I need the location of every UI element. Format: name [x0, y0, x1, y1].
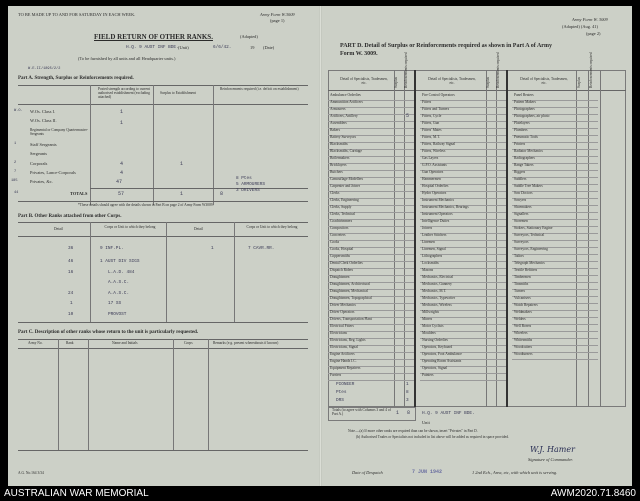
specialist-item: Draughtsmen, Topographical — [330, 296, 372, 300]
specialist-item: Storemen — [514, 219, 528, 223]
part-d-sub-header: Surplus — [394, 77, 398, 88]
specialist-item: Fitters and Turners — [422, 107, 450, 111]
specialist-item: Operating Room Assistants — [422, 359, 462, 363]
specialist-item: Weldmakers — [514, 310, 532, 314]
specialist-item: Whitesmiths — [514, 338, 533, 342]
part-d-sub-header: Surplus — [577, 77, 581, 88]
specialist-item: Cooks, Hospital — [330, 247, 354, 251]
specialist-item: Compositors — [330, 226, 349, 230]
specialist-item: Operators, Signal — [422, 366, 448, 370]
row-rule — [420, 317, 506, 318]
top-note: TO BE MADE UP TO AND FOR SATURDAY IN EACH WEEK. — [18, 12, 136, 17]
adapted-note: (Adapted) (Aug. 41) — [562, 24, 598, 29]
totals-label: Totals (to agree with Columns 3 and 4 of Part A.) — [332, 408, 391, 416]
part-c-header: Name and Initials — [112, 341, 138, 345]
specialist-item: Pneumatic Tools — [514, 135, 538, 139]
furnished-note: (To be furnished by all units and all Headquarter units.) — [78, 56, 176, 61]
specialist-item: Dental Clerk Orderlies — [330, 261, 363, 265]
part-b-title: Part B. Other Ranks attached from other Corps. — [18, 214, 122, 219]
form-number: Army Form W. 3009 — [572, 17, 608, 22]
print-code: A.G. No.164 3/34 — [18, 471, 44, 475]
specialist-item: Dispatch Riders — [330, 268, 354, 272]
specialist-item: Farriers — [330, 373, 342, 377]
footer-institution: AUSTRALIAN WAR MEMORIAL — [4, 488, 149, 499]
totals-surplus: 1 — [396, 410, 400, 416]
specialist-item: Tinsmiths — [514, 282, 529, 286]
part-b-header: Detail — [54, 227, 63, 231]
row-rule — [420, 100, 506, 101]
part-c-title: Part C. Description of other ranks whose return to the unit is particularly requested. — [18, 330, 199, 335]
specialist-item: Clerks, Engineering — [330, 198, 359, 202]
specialist-item: Camouflage Modellers — [330, 177, 364, 181]
row-rule — [420, 226, 506, 227]
reinf-note: 5 ARMOURERS — [236, 182, 265, 187]
ref-code: W.E.II/1895/2/2 — [28, 67, 61, 71]
part-d-sub-header: Reinforcements required — [496, 52, 500, 88]
specialist-item: Instrument Operators — [422, 212, 453, 216]
specialist-item: Linemen — [422, 240, 435, 244]
specialist-item: Electricians, Reg. Lights — [330, 338, 366, 342]
part-a-header-reinf: Reinforcements required (i.e. deficit on establishment) — [220, 87, 299, 91]
row-rule — [512, 359, 598, 360]
specialist-item: Linemen, Signal — [422, 247, 446, 251]
specialist-item: Joiners — [422, 226, 433, 230]
specialist-item: Engine Hands I.C. — [330, 359, 357, 363]
specialist-item: Equipment Repairers — [330, 366, 361, 370]
specialist-item: Mechanics, M.T. — [422, 289, 447, 293]
form-page: (page 1) — [270, 18, 285, 23]
specialist-item: Driver Operators — [330, 310, 355, 314]
unit-value: H.Q. 9 AUST INF BDE. — [126, 45, 179, 50]
specialist-item: Blacksmiths — [330, 142, 348, 146]
part-b-header: Detail — [194, 227, 203, 231]
specialist-item: Intelligence Duties — [422, 219, 450, 223]
specialist-item: Carpenter and Joiner — [330, 184, 360, 188]
right-page: Army Form W. 3009 (Adapted) (Aug. 41) (page 2) PART D. Detail of Surplus or Reinforcements required as shown in Part A of Army Form W. 3009. Detail of Specialists, Tradesmen, etc. Detail of Specialists, Tradesmen, etc. Detail of Specialists, Tradesmen, etc. Surplus Reinforcements required Surplus Reinforcements required Surplus Reinforcements required Ambulance Orderlies Ammunition Artificers Armourers Artificers, Artillery Assemblers Bakers Battery Surveyors Blacksmiths Blacksmiths, Carriage Boilermakers Bricklayers Butchers Camouflage Modellers Carpenter and Joiner Clerks Clerks, Engineering Clerks, Supply Clerks, Technical Coachtrimmers Compositors Concreters Cooks Cooks, Hospital Coppersmiths Dental Clerk Orderlies Dispatch Riders Draughtsmen Draughtsmen, Architectural Draughtsmen, Mechanical Draughtsmen, Topographical Driver Mechanics Driver Operators Drivers, Transportation Plant Electrical Fitters Electricians Electricians, Reg. Lights Electricians, Signal Engine Artificers Engine Hands I.C. Equipment Repairers Farriers Fire Control Operators Fitters Fitters and Turners Fitters, Cycle Fitters, Gun Fitters' Mates Fitters, M.T. Fitters, Railway Signal Fitters, Wireless Gas Layers G.P.O. Assistants Gun Operators Hammermen Hospital Orderlies Hydro Operators Instrument Mechanics Instrument Mechanics, Bearings Instrument Operators Intelligence Duties Joiners Leather Stitchers Linemen Linemen, Signal Lithographers Locksmiths Masons Mechanics, Electrical Mechanics, Gunnery Mechanics, M.T. Mechanics, Typewriter Mechanics, Wireless Millwrights Miners Motor Cyclists Moulders Nursing Orderlies Operators, Keyboard Operators, Foot Ambulance Operating Room Assistants Operators, Signal Painters Panel Beaters Pattern Makers Photographers Photographers, air photo Platelayers Plumbers Pneumatic Tools Printers Radiator Mechanics Radiographers Range Takers Riggers Saddlers Saddle Tree Makers Saw Doctors Sawyers Shoemakers Signallers Storemen Stokers, Stationary Engine Surveyors, Technical Surveyors Surveyors, Engineering Tailors Telegraph Mechanics Textile Refitters Timbermen Tinsmiths Turners Vulcanisers Watch Repairers Weldmakers Welders Well Borers Wheelers Whitesmiths Woodcutters Woodturners 5 PIONEER 1 Ptes 8 DRS 3 Totals (to agree with Columns 3 and 4 of Part A.) 1 8 H.Q. 9 AUST INF BDE. Unit Note.—(a) If more other ranks are required than can be shown, insert "Privates" in Part D. (b) Authorised Trades or Specialists not included in list above will be added as required in space provided. W.J. Hamer Signature of Commander. Date of Despatch 7 JUN 1942 1 2nd Ech., Area, etc, with which unit is serving. — [322, 6, 632, 486]
specialist-item: Leather Stitchers — [422, 233, 447, 237]
page-title: FIELD RETURN OF OTHER RANKS. — [94, 33, 213, 41]
left-page: TO BE MADE UP TO AND FOR SATURDAY IN EACH WEEK. Army Form W.3009 (page 1) FIELD RETURN OF OTHER RANKS. (Adapted) H.Q. 9 AUST INF BDE. (Unit) 6/6/42. 19 (Date) (To be furnished by all units and all Headquarter units.) W.E.II/1895/2/2 Part A. Strength, Surplus or Reinforcements required. Posted strength according to current authorised establishment (excluding attached) Surplus to Establishment Reinforcements required (i.e. deficit on establishment) W.O. W.Os. Class I. 1 W.Os. Class II. 1 Regimental or Company Quartermaster-Sergeants 1 Staff Sergeants Sergeants 2 Corporals 4 1 7 Privates, Lance-Corporals 4 185 Privates, &c. 47 44 TOTALS 57 1 8 8 Ptes 5 ARMOURERS 3 DRIVERS *These details should agree with the details shown in Part B on page 2 of Army Form W3009. Part B. Other Ranks attached from other Corps. Detail Corps or Unit to which they belong Detail Corps or Unit to which they belong 36 9 INF.PL. 1 7 CAVR.RR. 46 1 AUST DIV SIGS 16 L.A.D. 484 A.A.S.C. 24 A.A.S.C. 1 17 SS 10 PROVOST Part C. Description of other ranks whose return to the unit is particularly requested. Army No. Rank Name and Initials Corps Remarks (e.g. present whereabouts if known) A.G. No.164 3/34 — [8, 6, 319, 486]
specialist-item: Photographers — [514, 107, 535, 111]
date-year: 19 — [250, 45, 255, 50]
row-rule — [328, 240, 414, 241]
specialist-item: Fitters, Gun — [422, 121, 440, 125]
adapted-note: (Adapted) — [240, 34, 258, 39]
specialist-item: Signallers — [514, 212, 529, 216]
specialist-item: Battery Surveyors — [330, 135, 357, 139]
specialist-item: Coachtrimmers — [330, 219, 353, 223]
specialist-item: Bakers — [330, 128, 340, 132]
specialist-item: Painters — [422, 373, 434, 377]
specialist-item: Radiographers — [514, 156, 535, 160]
part-d-col-header: Detail of Specialists, Tradesmen, etc. — [520, 77, 568, 85]
specialist-item: Fitters, M.T. — [422, 135, 440, 139]
specialist-item: Fitters, Wireless — [422, 149, 446, 153]
part-c-header: Army No. — [28, 341, 43, 345]
specialist-item: Textile Refitters — [514, 268, 538, 272]
specialist-item: Artificers, Artillery — [330, 114, 358, 118]
specialist-item: Gun Operators — [422, 170, 444, 174]
specialist-item: Range Takers — [514, 163, 534, 167]
part-c-header: Rank — [66, 341, 74, 345]
specialist-item: Boilermakers — [330, 156, 350, 160]
specialist-item: Fitters' Mates — [422, 128, 442, 132]
specialist-item: Mechanics, Wireless — [422, 303, 452, 307]
specialist-item: Gas Layers — [422, 156, 439, 160]
specialist-item: Cooks — [330, 240, 340, 244]
row-rule — [512, 254, 598, 255]
specialist-item: Wheelers — [514, 331, 528, 335]
row-rule — [328, 191, 414, 192]
specialist-item: Draughtsmen, Mechanical — [330, 289, 368, 293]
specialist-item: Engine Artificers — [330, 352, 355, 356]
specialist-item: Ambulance Orderlies — [330, 93, 361, 97]
specialist-item: Mechanics, Electrical — [422, 275, 454, 279]
specialist-item: Instrument Mechanics — [422, 198, 455, 202]
unit-value: H.Q. 9 AUST INF BDE. — [422, 411, 475, 416]
specialist-item: Fitters — [422, 100, 432, 104]
specialist-item: Shoemakers — [514, 205, 532, 209]
specialist-item: G.P.O. Assistants — [422, 163, 447, 167]
date-label: (Date) — [263, 45, 275, 50]
part-a-title: Part A. Strength, Surplus or Reinforcements required. — [18, 76, 134, 81]
specialist-item: Woodturners — [514, 352, 533, 356]
specialist-item: Panel Beaters — [514, 93, 534, 97]
date-stamp: 7 JUN 1942 — [412, 469, 443, 475]
specialist-item: Surveyors, Technical — [514, 233, 545, 237]
specialist-item: Surveyors — [514, 240, 529, 244]
specialist-item: Assemblers — [330, 121, 347, 125]
specialist-item: Ammunition Artificers — [330, 100, 363, 104]
totals-reinf: 8 — [407, 410, 411, 416]
specialist-item: Nursing Orderlies — [422, 338, 448, 342]
specialist-item: Hammermen — [422, 177, 441, 181]
specialist-item: Operators, Keyboard — [422, 345, 453, 349]
specialist-item: Butchers — [330, 170, 343, 174]
document-sheet — [8, 6, 632, 486]
row-rule — [328, 128, 414, 129]
specialist-item: Electricians — [330, 331, 347, 335]
specialist-item: Draughtsmen, Architectural — [330, 282, 370, 286]
specialist-item: Saddlers — [514, 177, 527, 181]
specialist-item: Drivers, Transportation Plant — [330, 317, 372, 321]
reinf-note: 8 Ptes — [236, 176, 252, 181]
part-c-header: Corps — [184, 341, 193, 345]
specialist-item: Coppersmiths — [330, 254, 350, 258]
reinf-note: 3 DRIVERS — [236, 188, 260, 193]
specialist-item: Electricians, Signal — [330, 345, 358, 349]
part-a-header-surplus: Surplus to Establishment — [160, 91, 196, 95]
specialist-item: Masons — [422, 268, 434, 272]
part-d-title: PART D. Detail of Surplus or Reinforcements required as shown in Part A of Army Form W. 3009. — [340, 43, 552, 57]
distribution-note: 1 2nd Ech., Area, etc, with which unit is serving. — [472, 470, 558, 475]
specialist-item: Tailors — [514, 254, 524, 258]
specialist-item: Driver Mechanics — [330, 303, 356, 307]
specialist-item: Stokers, Stationary Engine — [514, 226, 553, 230]
part-b-header: Corps or Unit to which they belong — [246, 225, 298, 229]
specialist-item: Turners — [514, 289, 526, 293]
row-rule — [328, 380, 414, 381]
specialist-item: Fire Control Operators — [422, 93, 455, 97]
specialist-item: Sawyers — [514, 198, 527, 202]
specialist-item: Miners — [422, 317, 433, 321]
specialist-item: Bricklayers — [330, 163, 347, 167]
specialist-item: Moulders — [422, 331, 436, 335]
specialist-item: Riggers — [514, 170, 526, 174]
specialist-item: Printers — [514, 142, 526, 146]
specialist-item: Mechanics, Gunnery — [422, 282, 452, 286]
specialist-item: Mechanics, Typewriter — [422, 296, 456, 300]
specialist-item: Electrical Fitters — [330, 324, 354, 328]
unit-label: (Unit) — [178, 45, 189, 50]
specialist-item: Blacksmiths, Carriage — [330, 149, 362, 153]
note-line: (b) Authorised Trades or Specialists not included in list above will be added as required in space provided. — [356, 435, 509, 439]
specialist-item: Welders — [514, 317, 526, 321]
footer-accession: AWM2020.71.8460 — [550, 488, 636, 499]
specialist-item: Draughtsmen — [330, 275, 350, 279]
specialist-item: Saddle Tree Makers — [514, 184, 543, 188]
part-a-footnote: *These details should agree with the details shown in Part B on page 2 of Army Form W3009. — [78, 203, 214, 207]
specialist-item: Millwrights — [422, 310, 439, 314]
specialist-item: Concreters — [330, 233, 346, 237]
specialist-item: Clerks, Supply — [330, 205, 352, 209]
specialist-item: Clerks — [330, 191, 340, 195]
signature-caption: Signature of Commander. — [528, 457, 573, 462]
specialist-item: Armourers — [330, 107, 346, 111]
specialist-item: Surveyors, Engineering — [514, 247, 548, 251]
specialist-item: Pattern Makers — [514, 100, 536, 104]
commander-signature: W.J. Hamer — [530, 445, 575, 454]
footer-bar — [0, 486, 640, 501]
armourers-reinf-value: 5 — [406, 113, 410, 119]
specialist-item: Well Borers — [514, 324, 532, 328]
form-number: Army Form W.3009 — [260, 12, 295, 17]
specialist-item: Timbermen — [514, 275, 531, 279]
specialist-item: Radiator Mechanics — [514, 149, 543, 153]
specialist-item: Hydro Operators — [422, 191, 447, 195]
part-d-sub-header: Reinforcements required — [404, 52, 408, 88]
specialist-item: Woodcutters — [514, 345, 533, 349]
specialist-item: Lithographers — [422, 254, 443, 258]
unit-label: Unit — [422, 420, 430, 425]
specialist-item: Locksmiths — [422, 261, 439, 265]
specialist-item: Plumbers — [514, 128, 528, 132]
specialist-item: Instrument Mechanics, Bearings — [422, 205, 469, 209]
specialist-item: Fitters, Railway Signal — [422, 142, 456, 146]
specialist-item: Telegraph Mechanics — [514, 261, 545, 265]
specialist-item: Saw Doctors — [514, 191, 533, 195]
specialist-item: Operators, Foot Ambulance — [422, 352, 462, 356]
specialist-item: Clerks, Technical — [330, 212, 356, 216]
part-d-sub-header: Reinforcements required — [589, 52, 593, 88]
form-page: (page 2) — [586, 31, 601, 36]
specialist-item: Photographers, air photo — [514, 114, 550, 118]
part-d-col-header: Detail of Specialists, Tradesmen, etc. — [428, 77, 476, 85]
specialist-item: Hospital Orderlies — [422, 184, 449, 188]
part-c-header: Remarks (e.g. present whereabouts if known) — [213, 341, 279, 345]
specialist-item: Platelayers — [514, 121, 530, 125]
note-line: Note.—(a) If more other ranks are required than can be shown, insert "Privates" in Part D. — [348, 429, 478, 433]
part-b-header: Corps or Unit to which they belong — [104, 225, 156, 229]
part-d-sub-header: Surplus — [486, 77, 490, 88]
specialist-item: Watch Repairers — [514, 303, 538, 307]
row-rule — [420, 380, 506, 381]
date-value: 6/6/42. — [213, 45, 232, 50]
despatch-date-label: Date of Despatch — [352, 470, 383, 475]
specialist-item: Vulcanisers — [514, 296, 531, 300]
part-d-col-header: Detail of Specialists, Tradesmen, etc. — [340, 77, 388, 85]
specialist-item: Fitters, Cycle — [422, 114, 442, 118]
specialist-item: Motor Cyclists — [422, 324, 444, 328]
part-a-header-posted: Posted strength according to current authorised establishment (excluding attached) — [98, 87, 150, 99]
